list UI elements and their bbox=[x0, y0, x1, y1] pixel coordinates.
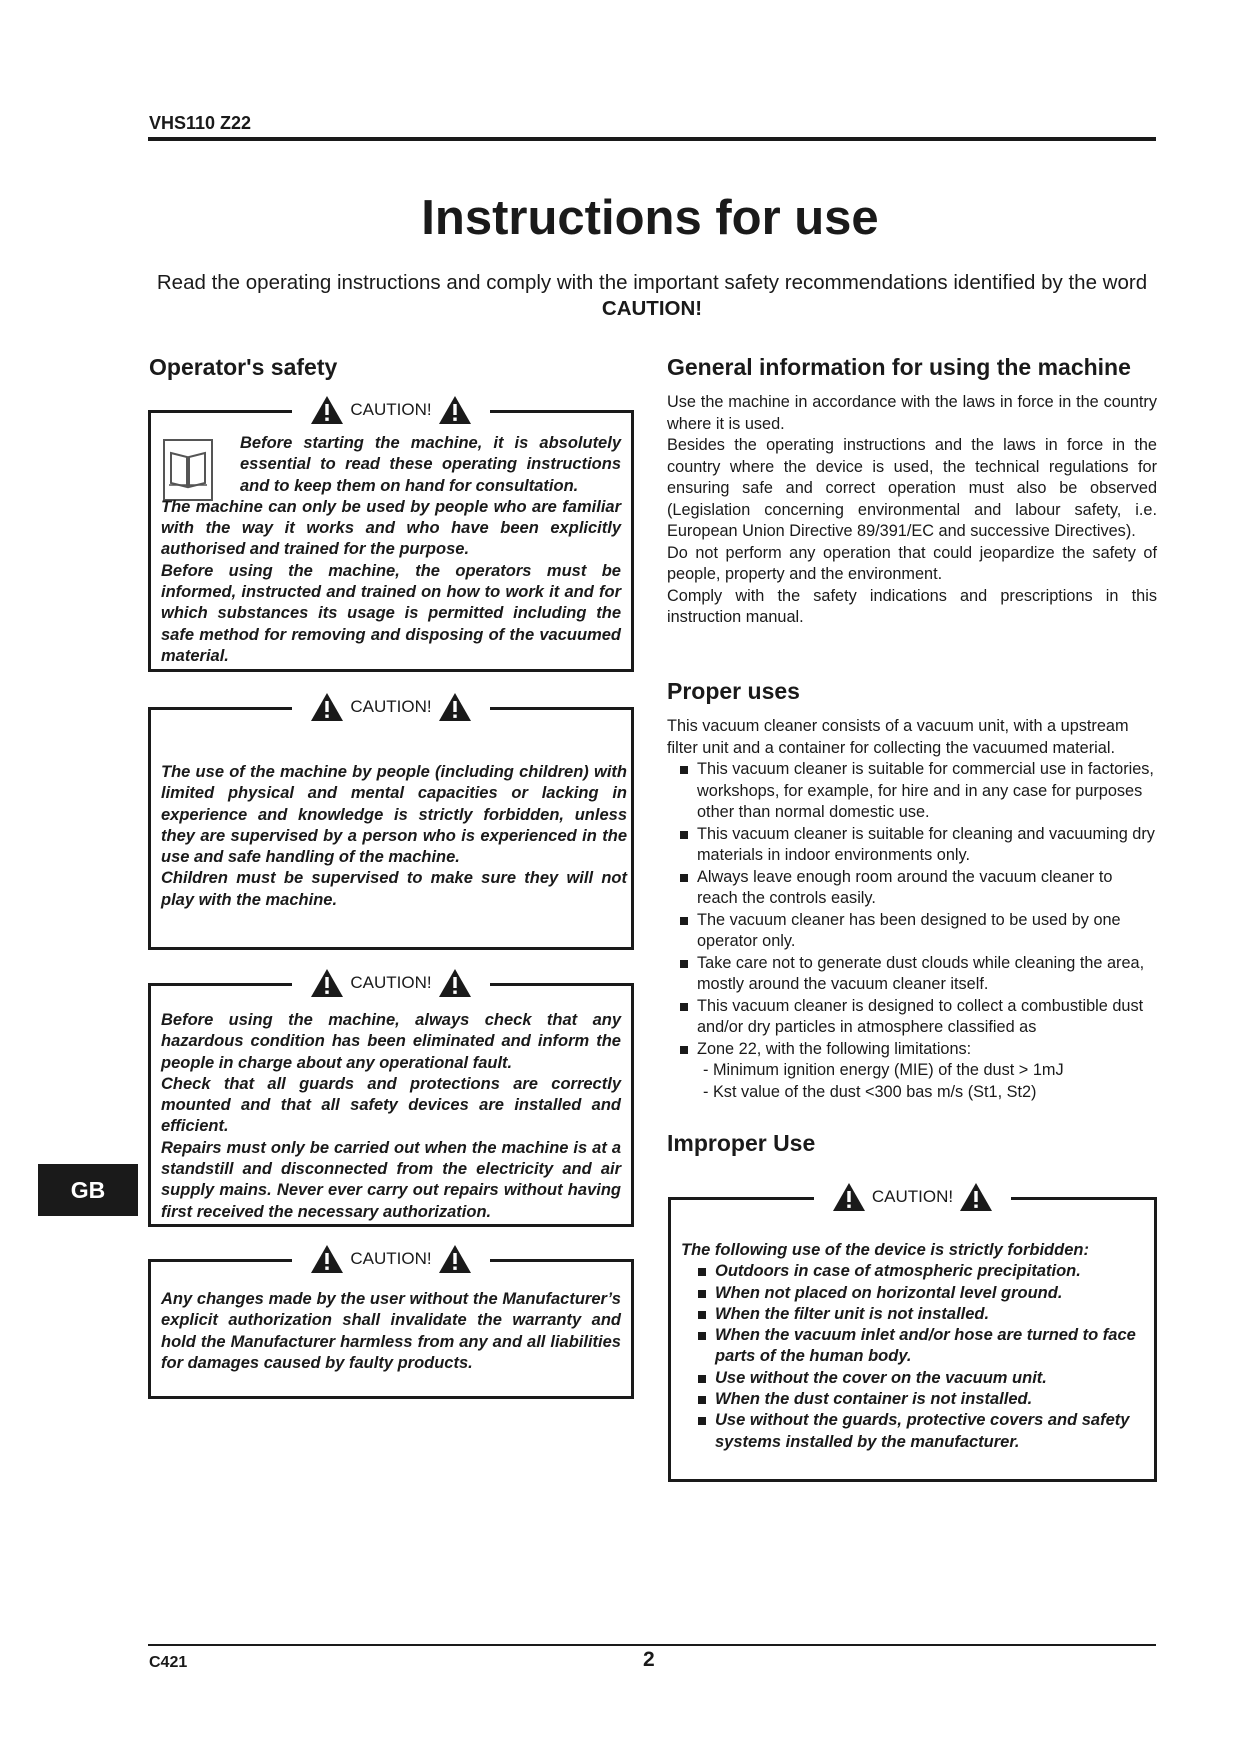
proper-uses-body bbox=[667, 716, 1157, 1103]
caution-label: CAUTION! bbox=[871, 1187, 954, 1206]
page-number: 2 bbox=[643, 1648, 655, 1671]
caution-paragraph: Before using the machine, always check that any hazardous condition has been eliminated and inform the people in charge about any operational fault. bbox=[161, 1011, 621, 1072]
caution-paragraph: Any changes made by the user without the Manufacturer’s explicit authorization shall invalidate the warranty and hold the Manufacturer harmless from any and all liabilities for damages caused by faulty products. bbox=[161, 1290, 621, 1372]
list-item: When not placed on horizontal level ground. bbox=[685, 1283, 1143, 1304]
footer-rule bbox=[148, 1644, 1156, 1646]
caution-paragraph: The machine can only be used by people who are familiar with the way it works and who have been explicitly authorised and trained for the purpose. bbox=[161, 497, 621, 559]
intro-text bbox=[148, 270, 1156, 322]
language-tab: GB bbox=[38, 1164, 138, 1216]
intro-emphasis: CAUTION! bbox=[601, 297, 703, 320]
paragraph: This vacuum cleaner consists of a vacuum unit, with a upstream filter unit and a container for collecting the vacuumed material. bbox=[667, 717, 1129, 757]
list-item: When the vacuum inlet and/or hose are turned to face parts of the human body. bbox=[685, 1325, 1143, 1368]
header-rule bbox=[148, 137, 1156, 141]
warning-triangle-icon bbox=[438, 968, 472, 998]
caution-box-2-text bbox=[161, 762, 627, 911]
caution-paragraph: Before using the machine, the operators must be informed, instructed and trained on how to work it and for which substances its usage is permitted including the safe method for removing and disposing of the vacuumed material. bbox=[161, 561, 621, 665]
list-item: This vacuum cleaner is suitable for commercial use in factories, workshops, for example, for hire and in any case for purposes other than normal domestic use. bbox=[667, 759, 1157, 824]
improper-use-list bbox=[681, 1261, 1143, 1453]
list-item: Take care not to generate dust clouds while cleaning the area, mostly around the vacuum cleaner itself. bbox=[667, 953, 1157, 996]
warning-triangle-icon bbox=[832, 1182, 866, 1212]
list-item: Zone 22, with the following limitations: bbox=[667, 1039, 1157, 1061]
caution-paragraph: Before starting the machine, it is absolutely essential to read these operating instructions and to keep them on hand for consultation. bbox=[240, 434, 621, 495]
general-info-body bbox=[667, 392, 1157, 629]
list-item: Always leave enough room around the vacuum cleaner to reach the controls easily. bbox=[667, 867, 1157, 910]
paragraph: Use the machine in accordance with the laws in force in the country where it is used. bbox=[667, 393, 1157, 433]
caution-label: CAUTION! bbox=[350, 400, 432, 419]
caution-paragraph: Check that all guards and protections are correctly mounted and that all safety devices are installed and efficient. bbox=[161, 1074, 621, 1136]
document-code: VHS110 Z22 bbox=[149, 113, 252, 133]
warning-triangle-icon bbox=[959, 1182, 993, 1212]
proper-uses-list bbox=[667, 759, 1157, 1060]
limit-line: - Minimum ignition energy (MIE) of the dust > 1mJ bbox=[703, 1061, 1064, 1079]
caution-paragraph: The use of the machine by people (including children) with limited physical and mental capacities or lacking in experience and knowledge is strictly forbidden, unless they are supervised by a person who is experienced in the use and safe handling of the machine. bbox=[161, 763, 627, 867]
list-item: When the filter unit is not installed. bbox=[685, 1304, 1143, 1325]
general-info-heading: General information for using the machine bbox=[667, 354, 1131, 380]
caution-box-4-text bbox=[161, 1289, 621, 1374]
warning-triangle-icon bbox=[310, 1244, 344, 1274]
warning-triangle-icon bbox=[438, 395, 472, 425]
caution-box-1 bbox=[148, 400, 634, 672]
improper-use-text bbox=[681, 1240, 1143, 1453]
caution-label: CAUTION! bbox=[350, 1249, 432, 1268]
caution-paragraph: Repairs must only be carried out when the machine is at a standstill and disconnected from the electricity and air supply mains. Never ever carry out repairs without having first received the necessary authorization. bbox=[161, 1138, 621, 1221]
improper-use-lead: The following use of the device is strictly forbidden: bbox=[681, 1241, 1089, 1259]
improper-use-heading: Improper Use bbox=[667, 1130, 816, 1156]
caution-header bbox=[671, 1180, 1154, 1214]
caution-box-3-text bbox=[161, 1010, 621, 1223]
warning-triangle-icon bbox=[438, 1244, 472, 1274]
caution-header bbox=[151, 966, 631, 1000]
paragraph: Besides the operating instructions and the laws in force in the country where the device is used, the technical regulations for ensuring safe and correct operation must also be observed (Legislation concerning environmental and labour safety, i.e. European Union Directive 89/391/EC and successive Directives). bbox=[667, 436, 1157, 540]
page-title: Instructions for use bbox=[421, 191, 879, 245]
caution-header bbox=[151, 690, 631, 724]
paragraph: Comply with the safety indications and prescriptions in this instruction manual. bbox=[667, 586, 1157, 626]
improper-use-box bbox=[668, 1187, 1157, 1482]
warning-triangle-icon bbox=[310, 968, 344, 998]
footer-code: C421 bbox=[149, 1654, 188, 1671]
intro-body: Read the operating instructions and comply with the important safety recommendations identified by the word bbox=[156, 271, 1148, 294]
caution-header bbox=[151, 393, 631, 427]
list-item: Outdoors in case of atmospheric precipitation. bbox=[685, 1261, 1143, 1282]
caution-box-1-text bbox=[161, 433, 621, 667]
caution-box-3 bbox=[148, 973, 634, 1227]
caution-box-4 bbox=[148, 1249, 634, 1399]
list-item: This vacuum cleaner is suitable for cleaning and vacuuming dry materials in indoor environments only. bbox=[667, 824, 1157, 867]
list-item: This vacuum cleaner is designed to collect a combustible dust and/or dry particles in atmosphere classified as bbox=[667, 996, 1157, 1039]
caution-box-2 bbox=[148, 697, 634, 950]
warning-triangle-icon bbox=[310, 395, 344, 425]
caution-label: CAUTION! bbox=[350, 973, 432, 992]
list-item: Use without the guards, protective covers and safety systems installed by the manufacturer. bbox=[685, 1410, 1143, 1453]
paragraph: Do not perform any operation that could jeopardize the safety of people, property and the environment. bbox=[667, 543, 1157, 583]
warning-triangle-icon bbox=[310, 692, 344, 722]
caution-header bbox=[151, 1242, 631, 1276]
caution-paragraph: Children must be supervised to make sure they will not play with the machine. bbox=[161, 869, 627, 909]
proper-uses-heading: Proper uses bbox=[667, 678, 800, 704]
warning-triangle-icon bbox=[438, 692, 472, 722]
list-item: Use without the cover on the vacuum unit. bbox=[685, 1368, 1143, 1389]
limit-line: - Kst value of the dust <300 bas m/s (St1, St2) bbox=[703, 1082, 1037, 1101]
operator-safety-heading: Operator's safety bbox=[149, 354, 338, 380]
list-item: When the dust container is not installed. bbox=[685, 1389, 1143, 1410]
caution-label: CAUTION! bbox=[350, 697, 432, 716]
list-item: The vacuum cleaner has been designed to be used by one operator only. bbox=[667, 910, 1157, 953]
